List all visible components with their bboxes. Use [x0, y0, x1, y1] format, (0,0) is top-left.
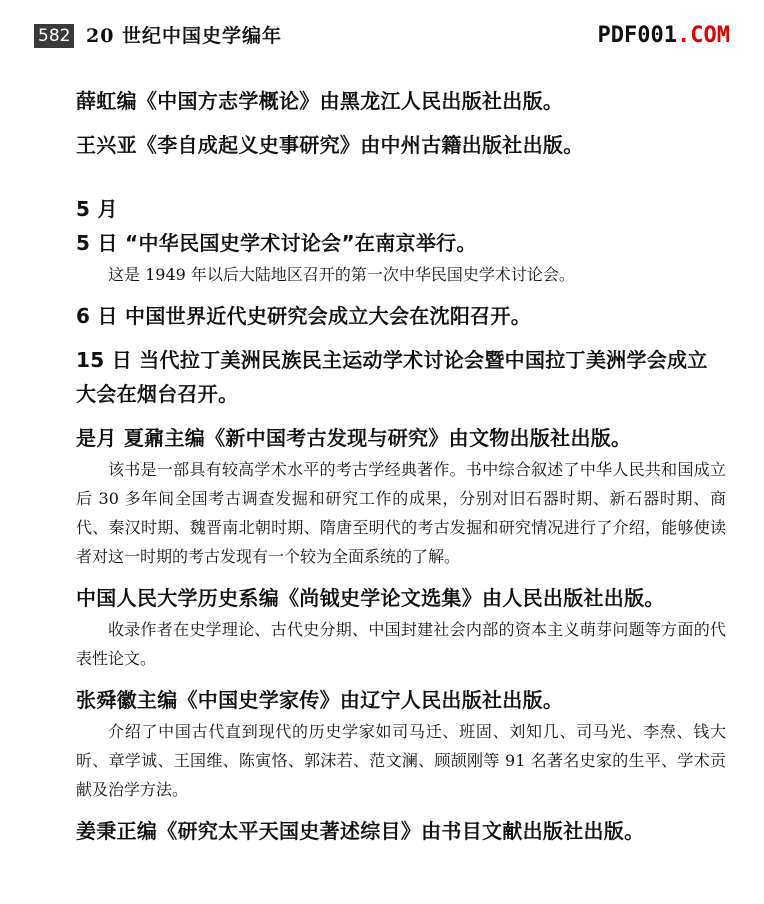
entry-heading: 15 日 当代拉丁美洲民族民主运动学术讨论会暨中国拉丁美洲学会成立大会在烟台召开。	[76, 348, 708, 406]
month-heading: 5 月	[76, 197, 118, 221]
page-body	[76, 84, 726, 848]
watermark-text: PDF001	[597, 23, 678, 48]
entry-description: 该书是一部具有较高学术水平的考古学经典著作。书中综合叙述了中华人民共和国成立后 30 多年间全国考古调查发掘和研究工作的成果，分别对旧石器时期、新石器时期、商代、秦汉时期、魏晋南北朝时期、隋唐至明代的考古发掘和研究情况进行了介绍，能够使读者对这一时期的考古发现有一个较为全面系统的了解。	[76, 460, 726, 566]
entry-heading: 6 日 中国世界近代史研究会成立大会在沈阳召开。	[76, 304, 532, 328]
page-header	[34, 22, 734, 52]
entry-heading: 是月 夏鼐主编《新中国考古发现与研究》由文物出版社出版。	[76, 426, 632, 450]
entry-description: 收录作者在史学理论、古代史分期、中国封建社会内部的资本主义萌芽问题等方面的代表性论文。	[76, 620, 726, 668]
watermark-domain: .COM	[677, 23, 730, 48]
entry-heading: 张舜徽主编《中国史学家传》由辽宁人民出版社出版。	[76, 688, 564, 712]
entry-heading: 王兴亚《李自成起义史事研究》由中州古籍出版社出版。	[76, 133, 584, 157]
entry-heading: 薛虹编《中国方志学概论》由黑龙江人民出版社出版。	[76, 89, 564, 113]
entry-description: 介绍了中国古代直到现代的历史学家如司马迁、班固、刘知几、司马光、李焘、钱大昕、章学诚、王国维、陈寅恪、郭沫若、范文澜、顾颉刚等 91 名著名史家的生平、学术贡献及治学方法。	[76, 722, 726, 799]
entry-heading: 中国人民大学历史系编《尚钺史学论文选集》由人民出版社出版。	[76, 586, 665, 610]
running-title: 20 世纪中国史学编年	[86, 25, 283, 47]
entry-heading: 姜秉正编《研究太平天国史著述综目》由书目文献出版社出版。	[76, 819, 645, 843]
entry-description: 这是 1949 年以后大陆地区召开的第一次中华民国史学术讨论会。	[108, 265, 575, 284]
watermark-logo	[598, 22, 730, 50]
page-number: 582	[34, 24, 74, 48]
entry-heading: 5 日 “中华民国史学术讨论会”在南京举行。	[76, 231, 477, 255]
